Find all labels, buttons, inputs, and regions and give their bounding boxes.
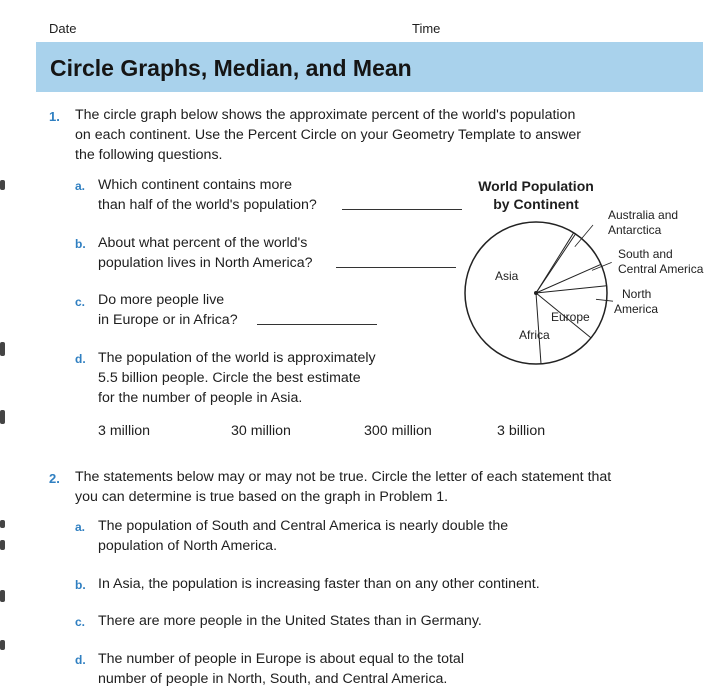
chart-title [456, 177, 616, 213]
answer-choice-3-billion[interactable]: 3 billion [497, 423, 546, 439]
problem-2-number: 2. [49, 471, 60, 486]
statement-2a-letter[interactable]: a. [75, 520, 86, 534]
question-1d-letter: d. [75, 352, 86, 366]
statement-2d-text: The number of people in Europe is about equal to the total [98, 651, 464, 667]
chart-title-line: World Population [478, 178, 594, 194]
pie-chart [455, 215, 615, 365]
problem-1-number: 1. [49, 109, 60, 124]
margin-mark [0, 180, 5, 190]
statement-2c-letter[interactable]: c. [75, 615, 86, 629]
margin-mark [0, 410, 5, 424]
answer-choice-3-million[interactable]: 3 million [98, 423, 151, 439]
question-1b-text: About what percent of the world's [98, 235, 308, 251]
margin-mark [0, 540, 5, 550]
page-title: Circle Graphs, Median, and Mean [50, 55, 412, 81]
question-1d-text: The population of the world is approximately [98, 350, 376, 366]
time-label: Time [412, 21, 441, 36]
title-banner [36, 42, 703, 92]
question-1a-letter: a. [75, 179, 86, 193]
question-1a-text: than half of the world's population? [98, 197, 317, 213]
slice-label-europe: Europe [551, 310, 590, 324]
slice-label-line: America [614, 302, 659, 316]
problem-2-intro-line: The statements below may or may not be true. Circle the letter of each statement that [75, 469, 612, 485]
margin-mark [0, 590, 5, 602]
question-1b-text: population lives in North America? [98, 255, 313, 271]
slice-label-line: Antarctica [608, 223, 662, 237]
pie-center [534, 291, 538, 295]
question-1d-text: for the number of people in Asia. [98, 390, 303, 406]
answer-choice-30-million[interactable]: 30 million [231, 423, 291, 439]
margin-mark [0, 520, 5, 528]
statement-2d-text: number of people in North, South, and Central America. [98, 671, 448, 687]
pie-slice-boundary [536, 286, 607, 293]
slice-label-line: North [622, 287, 652, 301]
date-label: Date [49, 21, 77, 36]
slice-label-line: Australia and [608, 208, 679, 222]
statement-2d-letter[interactable]: d. [75, 653, 86, 667]
problem-2-intro-line: you can determine is true based on the graph in Problem 1. [75, 489, 449, 505]
margin-mark [0, 640, 5, 650]
question-1c-letter: c. [75, 295, 86, 309]
question-1b-letter: b. [75, 237, 86, 251]
statement-2c-text: There are more people in the United States than in Germany. [98, 613, 482, 629]
answer-blank-1a[interactable] [342, 209, 462, 210]
answer-choice-300-million[interactable]: 300 million [364, 423, 432, 439]
label-leader-line [592, 262, 612, 270]
statement-2a-text: population of North America. [98, 538, 278, 554]
answer-blank-1c[interactable] [257, 324, 377, 325]
chart-title-line: by Continent [493, 196, 579, 212]
slice-label-australia-antarctica [608, 208, 678, 238]
slice-label-africa: Africa [519, 328, 550, 342]
slice-label-line: South and [618, 247, 673, 261]
slice-label-north-america [614, 287, 658, 317]
question-1a-text: Which continent contains more [98, 177, 292, 193]
margin-mark [0, 342, 5, 356]
problem-1-intro-line: the following questions. [75, 147, 223, 163]
problem-1-intro-line: on each continent. Use the Percent Circle on your Geometry Template to answer [75, 127, 582, 143]
statement-2b-text: In Asia, the population is increasing faster than on any other continent. [98, 576, 540, 592]
problem-1-intro-line: The circle graph below shows the approximate percent of the world's population [75, 107, 576, 123]
question-1d-text: 5.5 billion people. Circle the best estimate [98, 370, 361, 386]
slice-label-south-central-america [618, 247, 703, 277]
slice-label-asia: Asia [495, 269, 519, 283]
slice-label-line: Central America [618, 262, 704, 276]
question-1c-text: Do more people live [98, 292, 225, 308]
question-1c-text: in Europe or in Africa? [98, 312, 238, 328]
answer-blank-1b[interactable] [336, 267, 456, 268]
statement-2a-text: The population of South and Central America is nearly double the [98, 518, 509, 534]
statement-2b-letter[interactable]: b. [75, 578, 86, 592]
label-leader-line [596, 299, 613, 301]
